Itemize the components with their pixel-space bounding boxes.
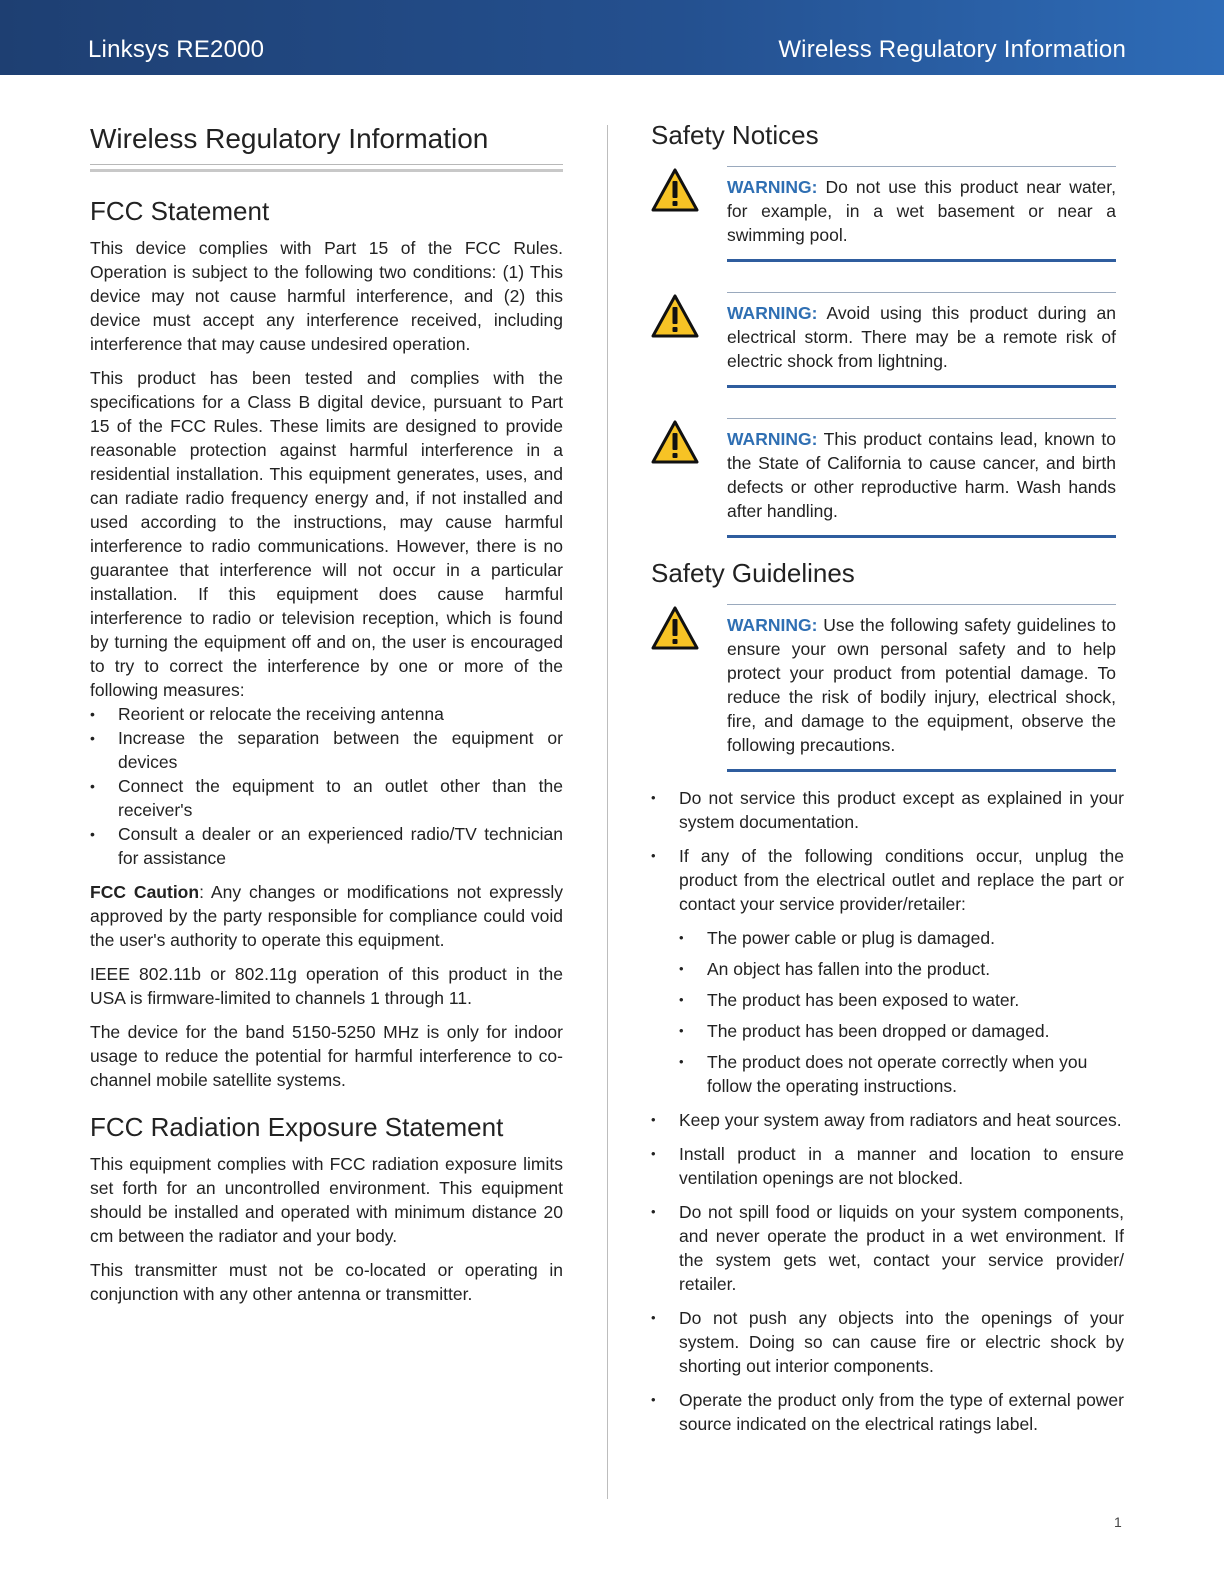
header-section-title: Wireless Regulatory Information xyxy=(778,36,1126,63)
list-item xyxy=(651,1142,1124,1190)
warning-icon xyxy=(651,420,699,464)
warning-icon xyxy=(651,168,699,212)
ieee-paragraph: IEEE 802.11b or 802.11g operation of this product in the USA is firmware-limited to channels 1 through 11. xyxy=(90,964,563,1008)
divider xyxy=(727,769,1116,772)
warning-text xyxy=(727,167,1116,259)
radiation-heading: FCC Radiation Exposure Statement xyxy=(90,1112,504,1142)
list-item: • The product does not operate correctly when you follow the operating instructions. xyxy=(679,1050,1124,1098)
list-item: • Consult a dealer or an experienced radio/TV technician for assistance xyxy=(90,822,563,870)
list-item: • Increase the separation between the equipment or devices xyxy=(90,726,563,774)
warning-text xyxy=(727,419,1116,535)
guidelines-warning xyxy=(651,604,1116,772)
warning-notice xyxy=(651,292,1116,388)
page-number: 1 xyxy=(1114,1514,1122,1530)
list-item: • The product has been exposed to water. xyxy=(679,988,1124,1012)
warning-body: This product contains lead, known to the State of California to cause cancer, and birth defects or other reproductive harm. Wash hands after handling. xyxy=(727,429,1116,521)
warning-notice xyxy=(651,418,1116,538)
warning-body: Avoid using this product during an electrical storm. There may be a remote risk of electric shock from lightning. xyxy=(727,303,1116,371)
fcc-measures-list xyxy=(90,702,563,870)
conditions-list xyxy=(679,926,1124,1098)
list-item xyxy=(651,844,1124,1098)
radiation-paragraph-2: This transmitter must not be co-located or operating in conjunction with any other antenna or transmitter. xyxy=(90,1260,563,1304)
list-item xyxy=(651,1108,1124,1132)
warning-notice xyxy=(651,166,1116,262)
warning-icon xyxy=(651,294,699,338)
warning-label: WARNING: xyxy=(727,615,818,635)
list-item-text: Operate the product only from the type of external power source indicated on the electrical ratings label. xyxy=(679,1390,1124,1434)
list-item xyxy=(651,786,1124,834)
list-item-text: Install product in a manner and location to ensure ventilation openings are not blocked. xyxy=(679,1144,1124,1188)
column-divider xyxy=(607,125,608,1499)
list-item-text: Do not spill food or liquids on your system components, and never operate the product in a wet environment. If the system gets wet, contact your service provider/ retailer. xyxy=(679,1202,1124,1294)
safety-guidelines-heading: Safety Guidelines xyxy=(651,558,855,588)
warning-text xyxy=(727,293,1116,385)
page-header xyxy=(0,0,1224,75)
list-item xyxy=(651,1388,1124,1436)
warning-body: Do not use this product near water, for example, in a wet basement or near a swimming pool. xyxy=(727,177,1116,245)
list-item: • The product has been dropped or damaged. xyxy=(679,1019,1124,1043)
warning-icon xyxy=(651,606,699,650)
divider xyxy=(727,385,1116,388)
fcc-paragraph-2: This product has been tested and complies with the specifications for a Class B digital device, pursuant to Part 15 of the FCC Rules. These limits are designed to provide reasonable protection against harmful interference in a residential installation. This equipment generates, uses, and can radiate radio frequency energy and, if not installed and used according to the instructions, may cause harmful interference to radio communications. However, there is no guarantee that interference will not occur in a particular installation. If this equipment does cause harmful interference to radio or television reception, which is found by turning the equipment off and on, the user is encouraged to try to correct the interference by one or more of the following measures: xyxy=(90,368,563,700)
list-item xyxy=(651,1200,1124,1296)
list-item-text: Do not push any objects into the openings of your system. Doing so can cause fire or electric shock by shorting out interior components. xyxy=(679,1308,1124,1376)
safety-guidelines-list xyxy=(651,786,1124,1436)
safety-notices-heading: Safety Notices xyxy=(651,120,819,150)
list-item: • Connect the equipment to an outlet other than the receiver's xyxy=(90,774,563,822)
right-column xyxy=(651,118,1124,1446)
fcc-paragraph-1: This device complies with Part 15 of the FCC Rules. Operation is subject to the following two conditions: (1) This device may not cause harmful interference, and (2) this device must accept any interference received, including interference that may cause undesired operation. xyxy=(90,238,563,354)
fcc-caution-paragraph xyxy=(90,880,563,952)
header-brand: Linksys RE2000 xyxy=(88,36,265,63)
warning-label: WARNING: xyxy=(727,177,818,197)
list-item: • The power cable or plug is damaged. xyxy=(679,926,1124,950)
fcc-caution-text: : Any changes or modifications not expressly approved by the party responsible for compliance could void the user's authority to operate this equipment. xyxy=(90,882,563,950)
warning-body: Use the following safety guidelines to ensure your own personal safety and to help protect your product from potential damage. To reduce the risk of bodily injury, electrical shock, fire, and damage to the equipment, observe the following precautions. xyxy=(727,615,1116,755)
title-rule xyxy=(90,164,563,172)
divider xyxy=(727,259,1116,262)
list-item: • An object has fallen into the product. xyxy=(679,957,1124,981)
divider xyxy=(727,535,1116,538)
warning-label: WARNING: xyxy=(727,429,818,449)
warning-label: WARNING: xyxy=(727,303,818,323)
fcc-statement-heading: FCC Statement xyxy=(90,196,270,226)
list-item-text: Do not service this product except as explained in your system documentation. xyxy=(679,788,1124,832)
warning-text xyxy=(727,605,1116,769)
left-column xyxy=(90,118,563,1316)
fcc-caution-label: FCC Caution xyxy=(90,882,200,902)
list-item xyxy=(651,1306,1124,1378)
band-paragraph: The device for the band 5150-5250 MHz is only for indoor usage to reduce the potential for harmful interference to co-channel mobile satellite systems. xyxy=(90,1022,563,1090)
list-item-text: If any of the following conditions occur, unplug the product from the electrical outlet and replace the part or contact your service provider/retailer: xyxy=(679,846,1124,914)
list-item: • Reorient or relocate the receiving antenna xyxy=(90,702,563,726)
radiation-paragraph-1: This equipment complies with FCC radiation exposure limits set forth for an uncontrolled environment. This equipment should be installed and operated with minimum distance 20 cm between the radiator and your body. xyxy=(90,1154,563,1246)
page-title: Wireless Regulatory Information xyxy=(90,123,489,154)
list-item-text: Keep your system away from radiators and heat sources. xyxy=(679,1110,1122,1130)
